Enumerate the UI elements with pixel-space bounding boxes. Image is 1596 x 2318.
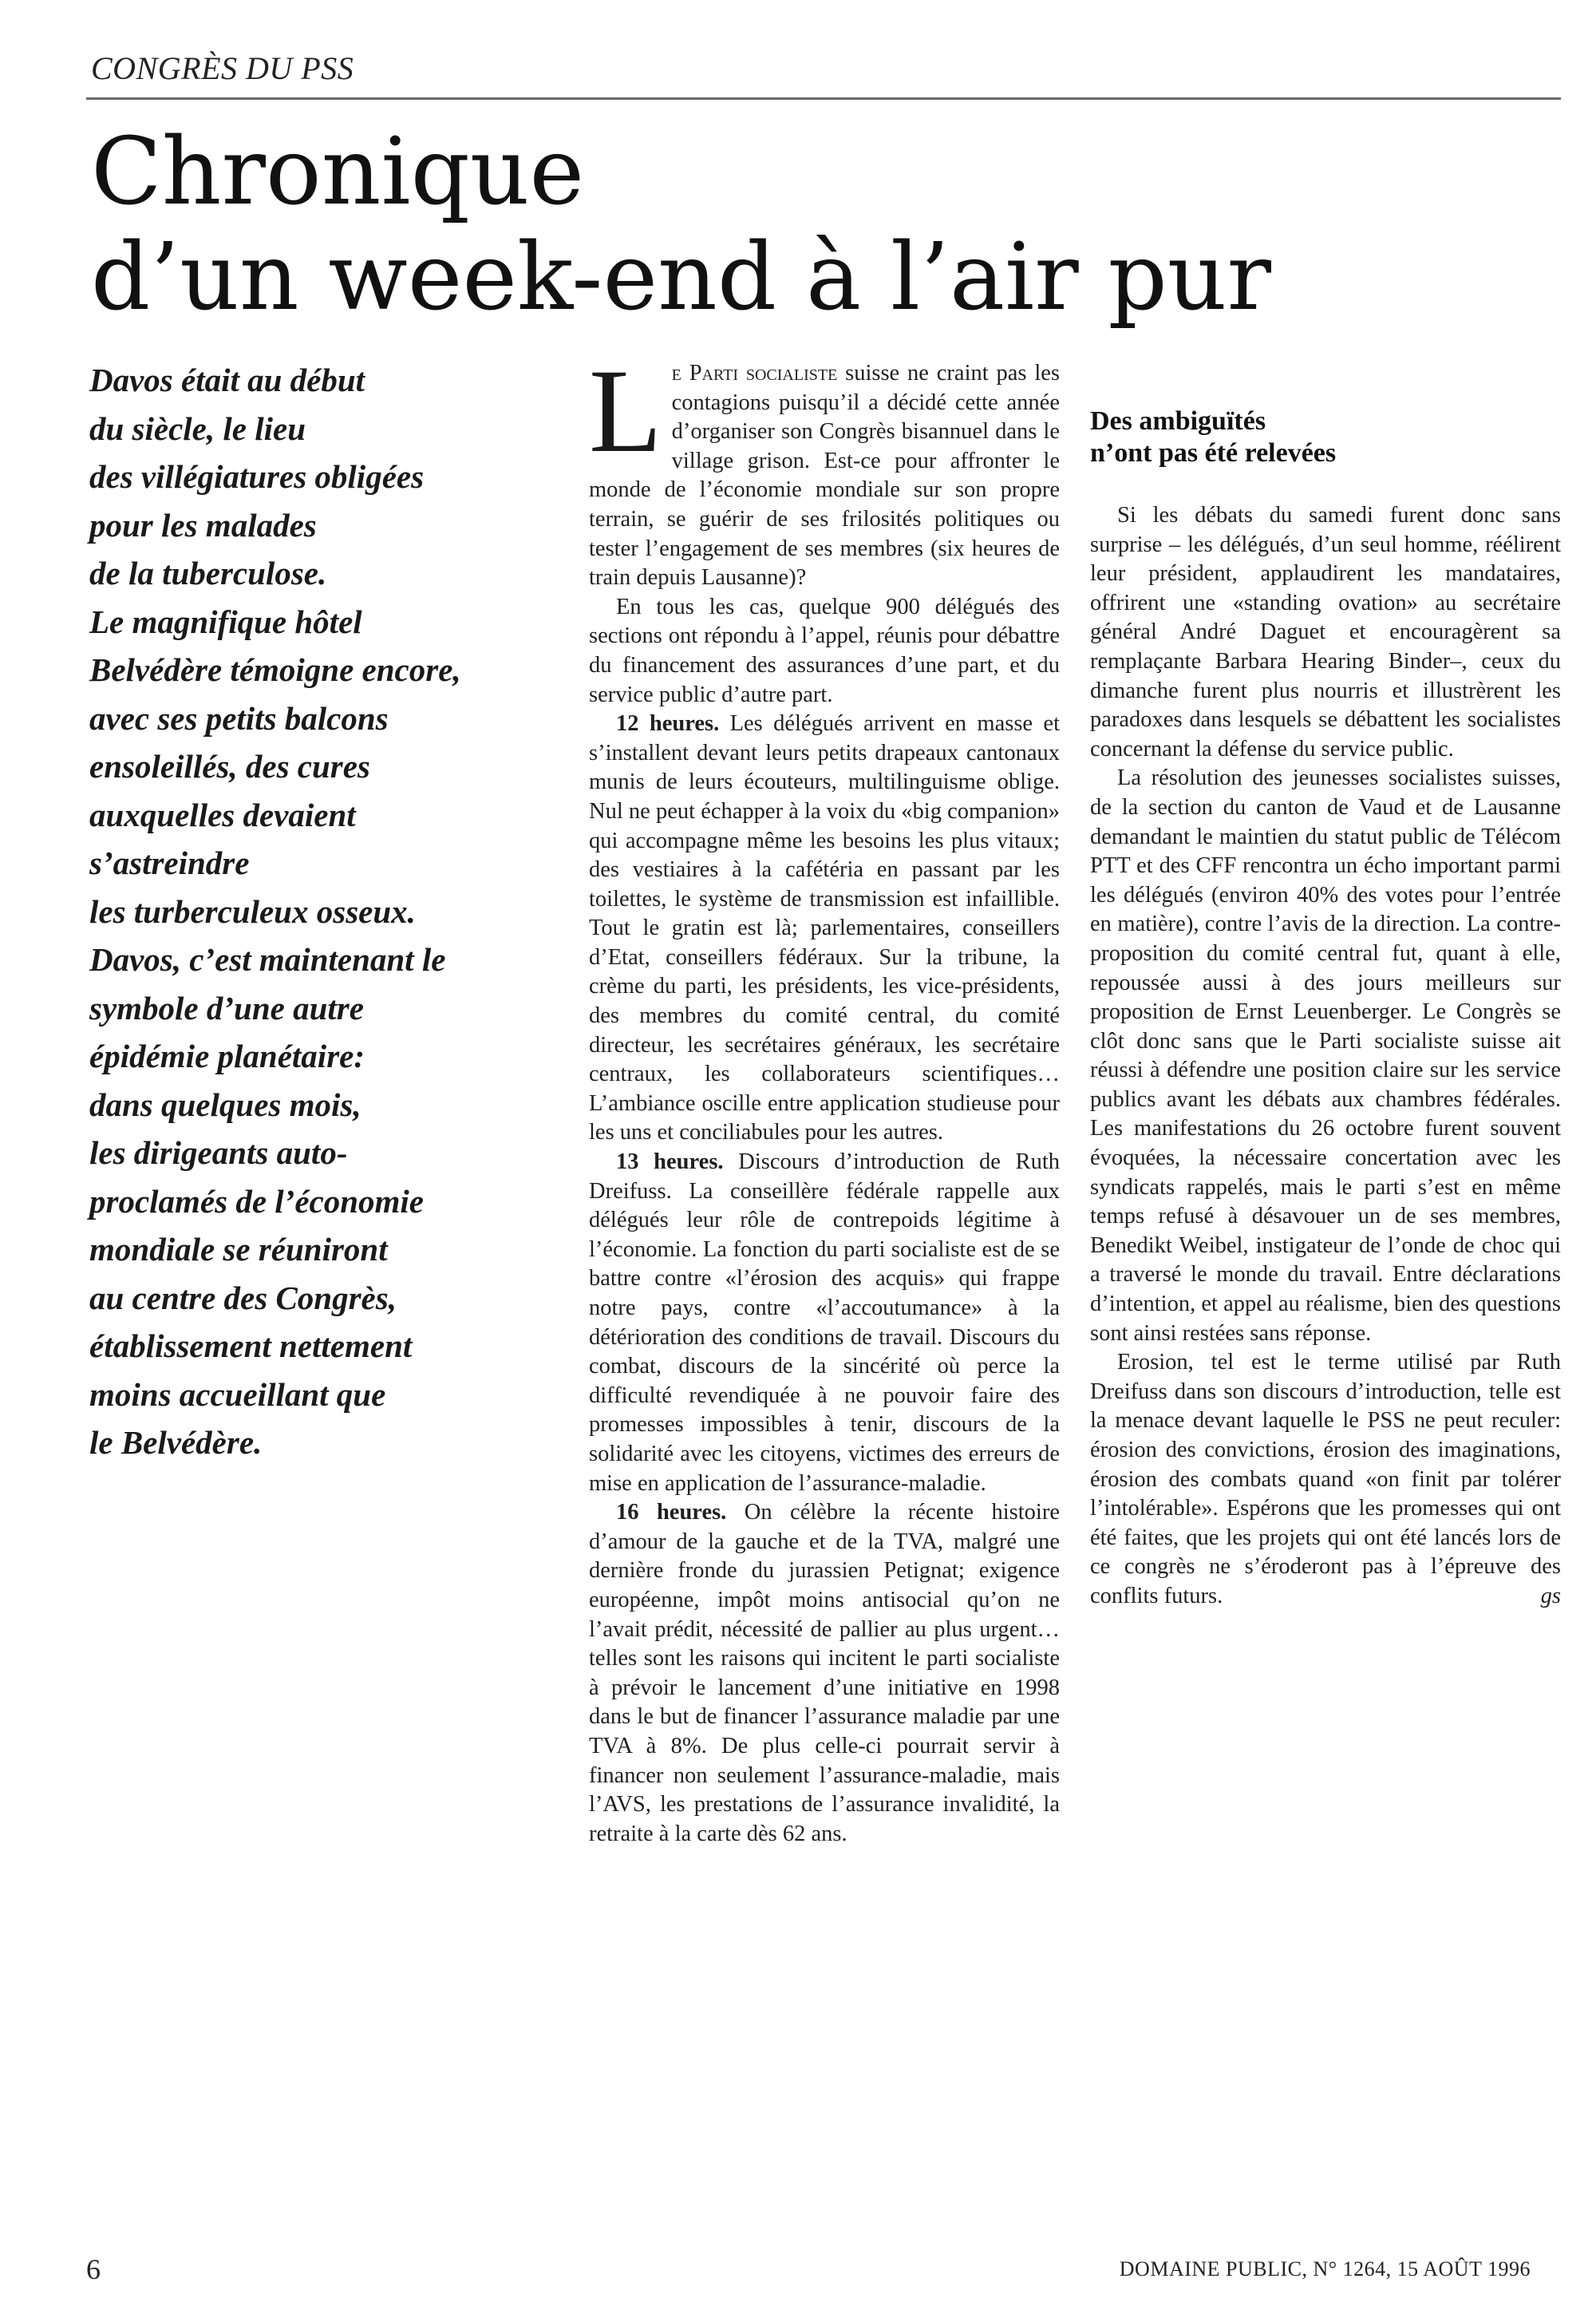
publication-footer: DOMAINE PUBLIC, N° 1264, 15 AOÛT 1996 [1119,2257,1531,2280]
section-rubric: CONGRÈS DU PSS [91,50,354,86]
article-paragraph [589,1148,1060,1498]
lead-intro [89,356,536,1467]
page-number: 6 [86,2253,101,2285]
paragraph-text: Discours d’introduction de Ruth Dreifuss. La conseillère fédérale rappelle aux délégués leur rôle de contrepoids légitime à l’économie. La fonction du parti socialiste est de se battre contre «l’érosion des acquis» qui frappe notre pays, contre «l’accoutumance» à la détérioration des conditions de travail. Discours du combat, discours de la sincérité où perce la difficulté revendiquée à ne pouvoir faire des promesses impossibles à tenir, discours de la solidarité avec les citoyens, victimes des erreurs de mise en application de l’assurance-maladie. [589,1149,1060,1496]
lead-line: Davos était au début [89,362,365,398]
paragraph-text: Erosion, tel est le terme utilisé par Ruth Dreifuss dans son discours d’introduction, telle est la menace devant laquelle le PSS ne peut reculer: érosion des convictions, érosion des imaginations, érosion des combats quand «on finit par tolérer l’intolérable». Espérons que les promesses qui ont été faites, que les projets qui ont été lancés lors de ce congrès ne s’éroderont pas à l’épreuve des conflits futurs. [1090,1350,1561,1608]
lead-line: dans quelques mois, [89,1086,361,1123]
subheading-line: Des ambiguïtés [1090,406,1266,436]
opening-smallcaps: e Parti socialiste [671,361,838,386]
lead-line: des villégiatures obligées [89,458,425,495]
article-paragraph [589,710,1060,1148]
lead-line: du siècle, le lieu [89,409,306,447]
time-marker: 12 heures. [616,711,720,737]
lead-line: établissement nettement [89,1327,413,1364]
lead-line: de la tuberculose. [89,555,327,591]
subheading-line: n’ont pas été relevées [1090,438,1337,468]
article-paragraph: Si les débats du samedi furent donc sans surprise – les délégués, d’un seul homme, réélirent leur président, applaudirent les mandataires, offrirent une «standing ovation» au secrétaire général André Daguet et encouragèrent sa remplaçante Barbara Hearing Binder–, ceux du dimanche furent plus nourris et illustrèrent les paradoxes dans lesquels se débattent les socialistes concernant la défense du service public. [1090,503,1561,761]
article-paragraph: La résolution des jeunesses socialistes suisses, de la section du canton de Vaud et de Lausanne demandant le maintien du statut public de Télécom PTT et des CFF rencontra un écho important parmi les délégués (environ 40% des votes pour l’entrée en matière), contre l’avis de la direction. La contre-proposition du comité central fut, quant à elle, repoussée aussi à des jours meilleurs sur proposition de Ernst Leuenberger. Le Congrès se clôt donc sans que le Parti socialiste suisse ait réussi à défendre une position claire sur les service publics avant les débats aux chambres fédérales. Les manifestations du 26 octobre furent souvent évoquées, la nécessaire concertation avec les syndicats rappelés, mais le parti s’est en même temps refusé à désavouer un de ses membres, Benedikt Weibel, instigateur de l’onde de choc qui a traversé le monde du travail. Entre déclarations d’intention, et appel au réalisme, bien des questions sont ainsi restées sans réponse. [1090,765,1561,1346]
paragraph-text: suisse ne craint pas les contagions puisqu’il a décidé cette année d’organiser son Congrès bisannuel dans le village grison. Est-ce pour affronter le monde de l’économie mondiale sur son propre terrain, se guérir de ses frilosités politiques ou tester l’engagement de ses membres (six heures de train depuis Lausanne)? [589,361,1060,591]
lead-line: proclamés de l’économie [89,1182,425,1220]
lead-line: au centre des Congrès, [89,1279,397,1316]
lead-line: les dirigeants auto- [89,1134,348,1171]
header-rule [86,97,1561,100]
lead-line: pour les malades [89,506,317,544]
lead-line: symbole d’une autre [89,989,364,1026]
lead-line: le Belvédère. [89,1424,263,1461]
article-paragraph: En tous les cas, quelque 900 délégués des sections ont répondu à l’appel, réunis pour débattre du financement des assurances d’une part, et du service public d’autre part. [589,594,1060,707]
lead-line: épidémie planétaire: [89,1038,365,1074]
lead-line: Belvédère témoigne encore, [89,651,461,688]
author-signature: gs [1540,1583,1561,1608]
lead-line: les turberculeux osseux. [89,892,416,930]
paragraph-text: Les délégués arrivent en masse et s’installent devant leurs petits drapeaux cantonaux munis de leurs écouteurs, multilinguisme oblige. Nul ne peut échapper à la voix du «big companion» qui accompagne même les besoins les plus vitaux; des vestiaires à la cafétéria en passant par les toilettes, le système de transmission est infaillible. Tout le gratin est là; parlementaires, conseillers d’Etat, conseillers fédéraux. Sur la tribune, la crème du parti, les présidents, les vice-présidents, des membres du comité central, du comité directeur, les secrétaires généraux, les secrétaire centraux, les collaborateurs scientifiques… L’ambiance oscille entre application studieuse pour les uns et conciliabules pour les autres. [589,711,1060,1145]
lead-line: s’astreindre [89,845,250,881]
article-paragraph [589,1498,1060,1849]
article-paragraph [589,345,1060,593]
subheading [1090,405,1561,469]
article-title [91,120,1271,330]
lead-line: ensoleillés, des cures [89,748,370,785]
lead-line: auxquelles devaient [89,796,356,833]
title-line-2: d’un week-end à l’air pur [91,223,1271,331]
lead-line: Le magnifique hôtel [89,603,362,640]
article-column-2 [589,345,1060,1849]
article-paragraph [1090,1348,1561,1611]
drop-cap: L [589,345,662,477]
lead-line: Davos, c’est maintenant le [89,941,446,978]
lead-line: avec ses petits balcons [89,699,389,737]
lead-line: mondiale se réuniront [89,1231,388,1268]
time-marker: 13 heures. [616,1149,724,1175]
article-column-3 [1090,358,1561,1612]
lead-line: moins accueillant que [89,1375,386,1413]
title-line-1: Chronique [91,118,585,226]
time-marker: 16 heures. [616,1500,727,1525]
paragraph-text: On célèbre la récente histoire d’amour de la gauche et de la TVA, malgré une dernière fronde du jurassien Petignat; exigence européenne, impôt moins antisocial qu’on ne l’avait prédit, nécessité de pallier au plus urgent… telles sont les raisons qui incitent le parti socialiste à prévoir le lancement d’une initiative en 1998 dans le but de financer l’assurance maladie par une TVA à 8%. De plus celle-ci pourrait servir à financer non seulement l’assurance-maladie, mais l’AVS, les prestations de l’assurance invalidité, la retraite à la carte dès 62 ans. [589,1500,1060,1846]
